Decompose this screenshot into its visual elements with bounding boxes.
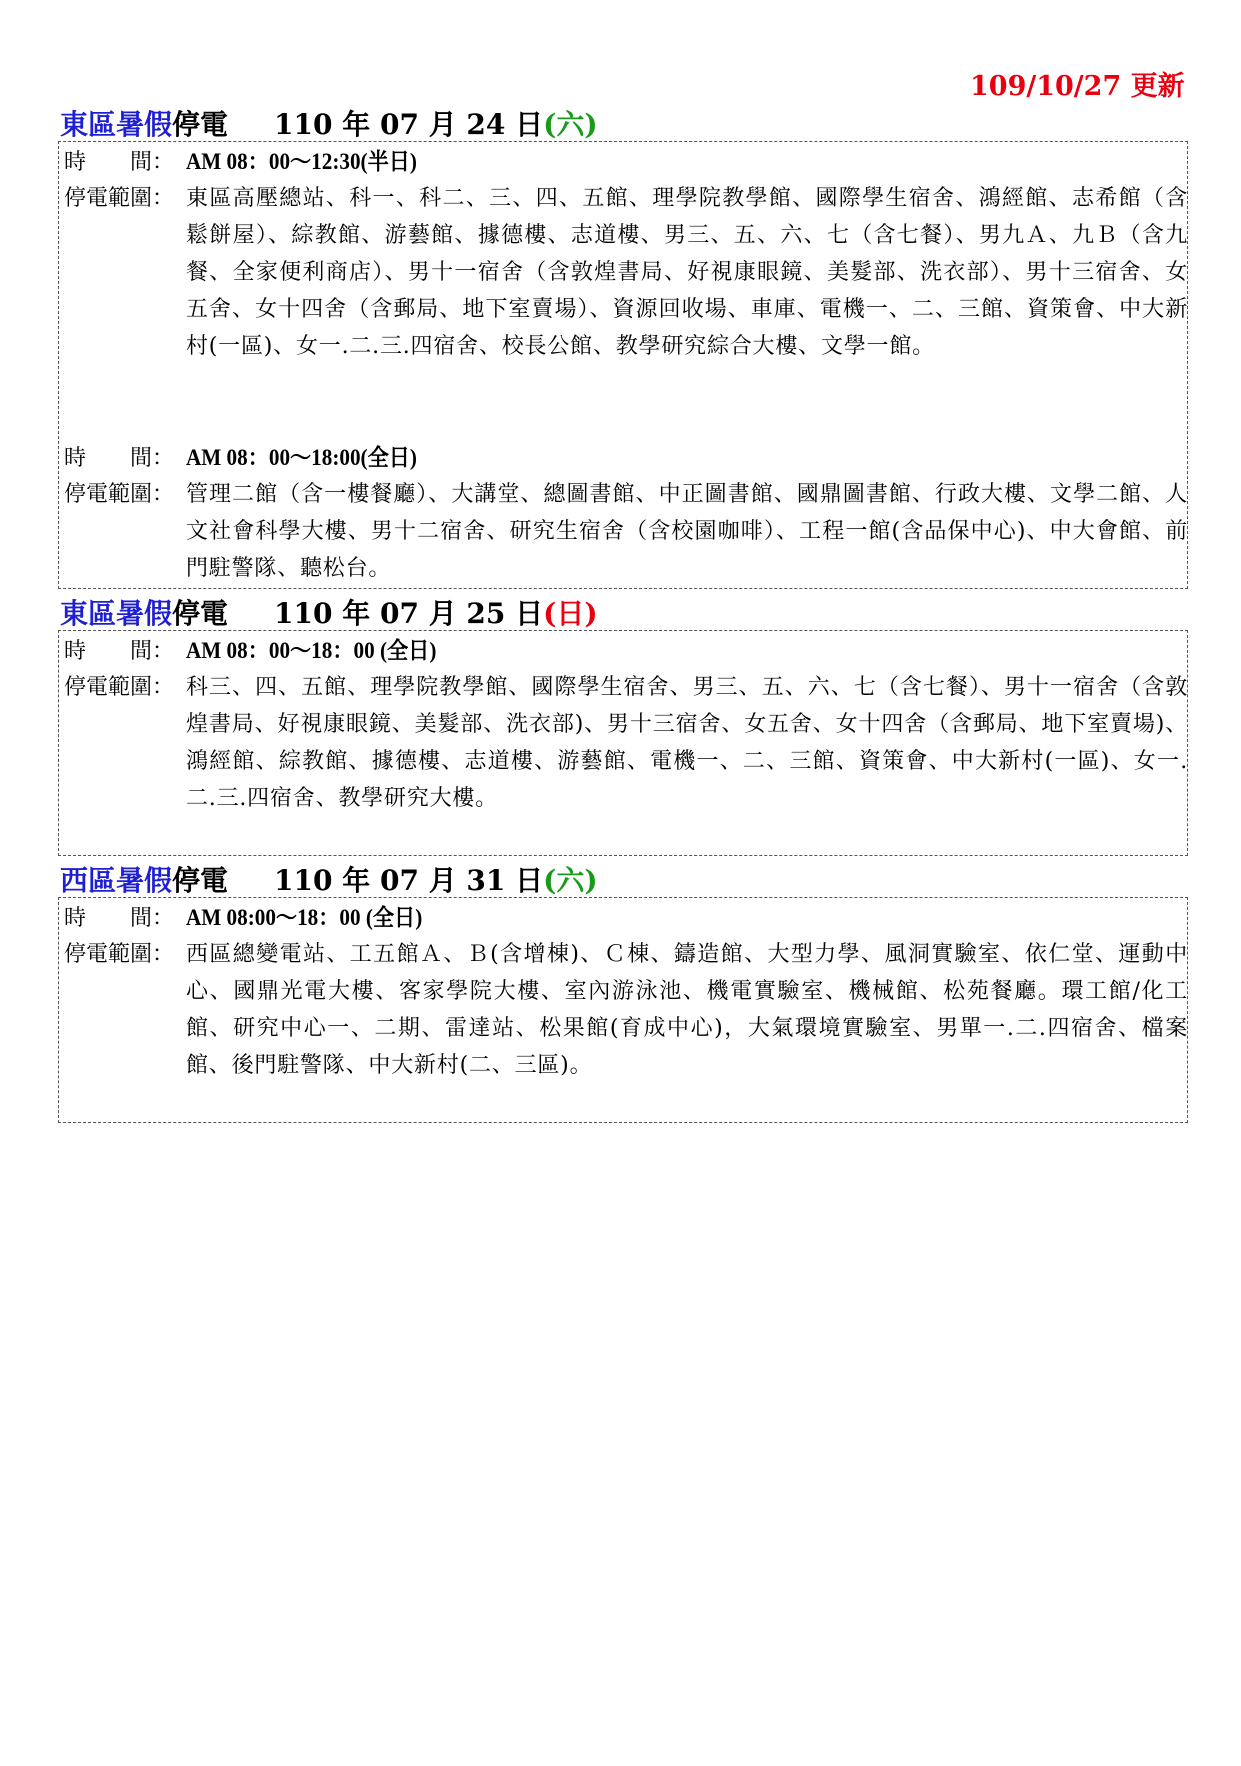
scope-label: 停電範圍： <box>64 675 175 700</box>
time-row <box>64 439 437 477</box>
update-note: 109/10/27 更新 <box>970 71 1185 102</box>
time-label: 時 間： <box>64 906 175 931</box>
day-open-paren: ( <box>543 864 557 897</box>
day-open-paren: ( <box>543 597 557 630</box>
time-row <box>64 143 437 181</box>
area-label: 西區暑假 <box>60 864 173 897</box>
day-close-paren: ) <box>584 597 598 630</box>
scope-text: 西區總變電站、工五館Ａ、Ｂ(含增棟)、Ｃ棟、鑄造館、大型力學、風洞實驗室、依仁堂、運動中心、國鼎光電大樓、客家學院大樓、室內游泳池、機電實驗室、機械館、松苑餐廳。環工館/化工館、研究中心一、二期、雷達站、松果館(育成中心)，大氣環境實驗室、男單一.二.四宿舍、檔案館、後門駐警隊、中大新村(二、三區)。 <box>186 942 1188 1078</box>
time-value: AM 08：00～18:00(全日) <box>186 445 417 470</box>
scope-label: 停電範圍： <box>64 942 175 967</box>
scope-text: 東區高壓總站、科一、科二、三、四、五館、理學院教學館、國際學生宿舍、鴻經館、志希館（含鬆餅屋）、綜教館、游藝館、據德樓、志道樓、男三、五、六、七（含七餐）、男九Ａ、九Ｂ（含九餐、全家便利商店）、男十一宿舍（含敦煌書局、好視康眼鏡、美髮部、洗衣部）、男十三宿舍、女五舍、女十四舍（含郵局、地下室賣場）、資源回收場、車庫、電機一、二、三館、資策會、中大新村(一區)、女一.二.三.四宿舍、校長公館、教學研究綜合大樓、文學一館。 <box>186 186 1188 359</box>
day-of-week: 日 <box>556 597 585 630</box>
time-row <box>64 899 443 937</box>
time-row <box>64 632 458 670</box>
time-label: 時 間： <box>64 446 175 471</box>
day-of-week: 六 <box>556 108 585 141</box>
scope-label-row <box>64 180 186 217</box>
day-close-paren: ) <box>584 108 598 141</box>
outage-title: 停電 <box>172 108 229 141</box>
time-label: 時 間： <box>64 150 175 175</box>
scope-text: 管理二館（含一樓餐廳）、大講堂、總圖書館、中正圖書館、國鼎圖書館、行政大樓、文學二館、人文社會科學大樓、男十二宿舍、研究生宿舍（含校園咖啡）、工程一館(含品保中心)、中大會館、前門駐警隊、聽松台。 <box>186 482 1188 581</box>
section-heading <box>60 108 598 142</box>
scope-text: 科三、四、五館、理學院教學館、國際學生宿舍、男三、五、六、七（含七餐）、男十一宿舍（含敦煌書局、好視康眼鏡、美髮部、洗衣部)、男十三宿舍、女五舍、女十四舍（含郵局、地下室賣場)、鴻經館、綜教館、據德樓、志道樓、游藝館、電機一、二、三館、資策會、中大新村(一區)、女一.二.三.四宿舍、教學研究大樓。 <box>186 675 1188 811</box>
scope-label: 停電範圍： <box>64 482 175 507</box>
outage-date: 110 年 07 月 24 日 <box>274 108 544 141</box>
area-label: 東區暑假 <box>60 108 173 141</box>
time-value: AM 08:00～18：00 (全日) <box>186 905 423 930</box>
scope-label-row <box>64 936 186 973</box>
time-label: 時 間： <box>64 639 175 664</box>
outage-title: 停電 <box>172 597 229 630</box>
scope-label-row <box>64 476 186 513</box>
scope-label: 停電範圍： <box>64 186 175 211</box>
outage-title: 停電 <box>172 864 229 897</box>
time-value: AM 08：00～18：00 (全日) <box>186 638 437 663</box>
day-of-week: 六 <box>556 864 585 897</box>
scope-label-row <box>64 669 186 706</box>
section-heading <box>60 864 598 898</box>
outage-date: 110 年 07 月 31 日 <box>274 864 544 897</box>
section-heading <box>60 597 598 631</box>
area-label: 東區暑假 <box>60 597 173 630</box>
outage-date: 110 年 07 月 25 日 <box>274 597 544 630</box>
day-close-paren: ) <box>584 864 598 897</box>
day-open-paren: ( <box>543 108 557 141</box>
time-value: AM 08：00～12:30(半日) <box>186 149 417 174</box>
